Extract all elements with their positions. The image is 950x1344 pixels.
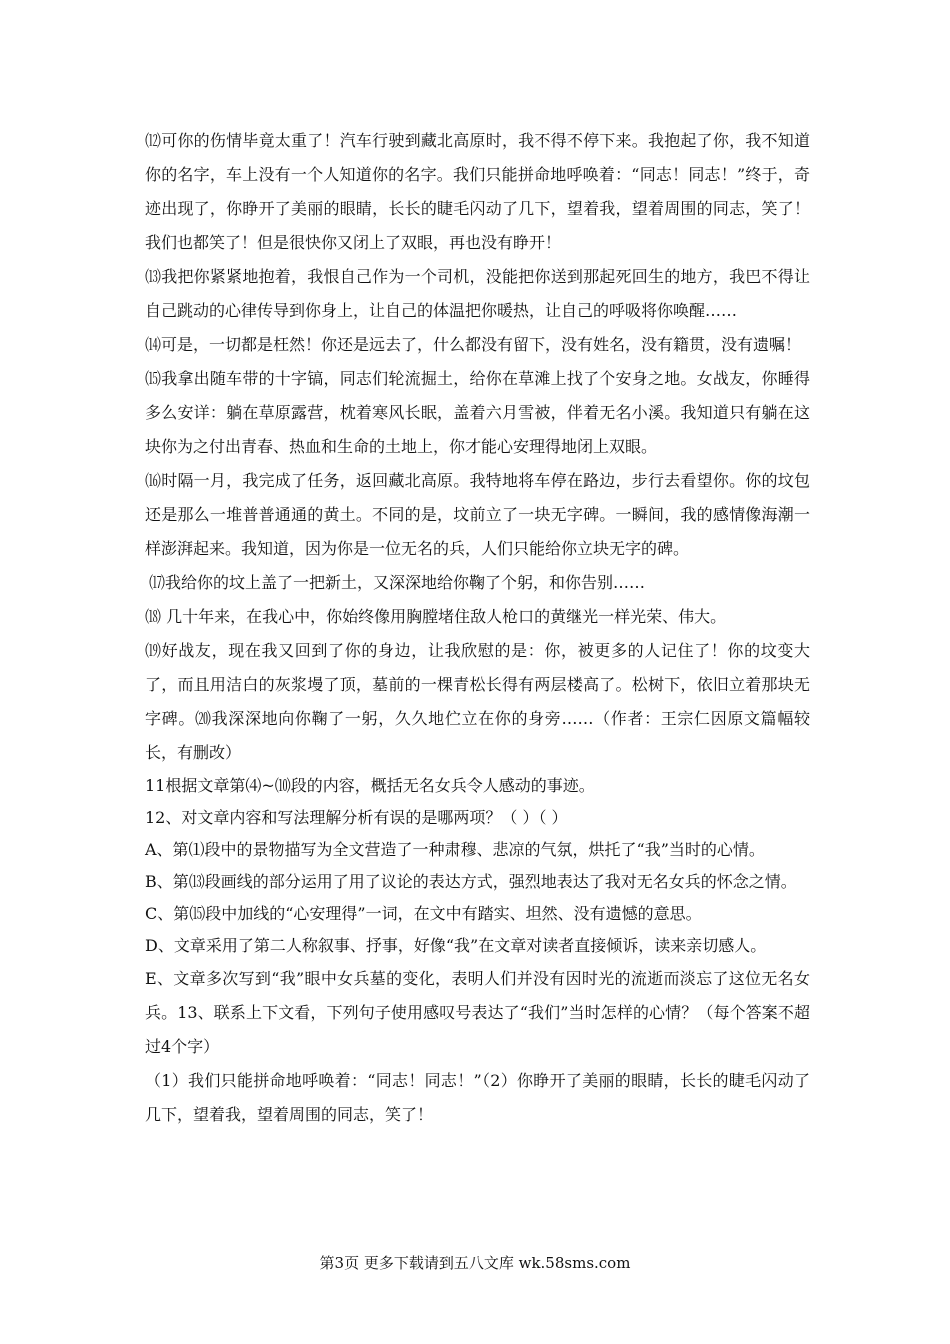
page-footer: 第3页 更多下载请到五八文库 wk.58sms.com — [319, 1254, 631, 1272]
option-c: C、第⒂段中加线的“心安理得”一词，在文中有踏实、坦然、没有遗憾的意思。 — [145, 904, 702, 923]
paragraph-13: ⒀我把你紧紧地抱着，我恨自己作为一个司机，没能把你送到那起死回生的地方，我巴不得让自己跳动的心律传导到你身上，让自己的体温把你暖热，让自己的呼吸将你唤醒…… — [145, 267, 810, 320]
option-a: A、第⑴段中的景物描写为全文营造了一种肃穆、悲凉的气氛，烘托了“我”当时的心情。 — [145, 840, 765, 859]
paragraph-19: ⒆好战友，现在我又回到了你的身边，让我欣慰的是：你，被更多的人记住了！你的坟变大了，而且用洁白的灰浆墁了顶，墓前的一棵青松长得有两层楼高了。松树下，依旧立着那块无字碑。⒇我深深地向你鞠了一躬，久久地伫立在你的身旁……（作者：王宗仁因原文篇幅较长，有删改） — [145, 641, 810, 762]
paragraph-12: ⑿可你的伤情毕竟太重了！汽车行驶到藏北高原时，我不得不停下来。我抱起了你，我不知道你的名字，车上没有一个人知道你的名字。我们只能拼命地呼唤着：“同志！同志！”终于，奇迹出现了，你睁开了美丽的眼睛，长长的睫毛闪动了几下，望着我，望着周围的同志，笑了！我们也都笑了！但是很快你又闭上了双眼，再也没有睁开！ — [145, 131, 810, 252]
question-12: 12、对文章内容和写法理解分析有误的是哪两项？（ ）（ ） — [145, 808, 568, 827]
paragraph-14: ⒁可是，一切都是枉然！你还是远去了，什么都没有留下，没有姓名，没有籍贯，没有遗嘱！ — [145, 335, 802, 354]
paragraph-15: ⒂我拿出随车带的十字镐，同志们轮流掘土，给你在草滩上找了个安身之地。女战友，你睡得多么安详：躺在草原露营，枕着寒风长眠，盖着六月雪被，伴着无名小溪。我知道只有躺在这块你为之付出青春、热血和生命的土地上，你才能心安理得地闭上双眼。 — [145, 369, 810, 456]
paragraph-17: ⒄我给你的坟上盖了一把新土，又深深地给你鞠了个躬，和你告别…… — [149, 573, 646, 592]
question-13-items: （1）我们只能拼命地呼唤着：“同志！同志！”（2）你睁开了美丽的眼睛，长长的睫毛闪动了几下，望着我，望着周围的同志，笑了！ — [145, 1071, 810, 1124]
option-d: D、文章采用了第二人称叙事、抒事，好像“我”在文章对读者直接倾诉，读来亲切感人。 — [145, 936, 767, 955]
option-b: B、第⒀段画线的部分运用了用了议论的表达方式，强烈地表达了我对无名女兵的怀念之情。 — [145, 872, 797, 891]
question-11: 11根据文章第⑷~⑽段的内容，概括无名女兵令人感动的事迹。 — [145, 776, 595, 795]
paragraph-16: ⒃时隔一月，我完成了任务，返回藏北高原。我特地将车停在路边，步行去看望你。你的坟包还是那么一堆普普通通的黄土。不同的是，坟前立了一块无字碑。一瞬间，我的感情像海潮一样澎湃起来。我知道，因为你是一位无名的兵，人们只能给你立块无字的碑。 — [145, 471, 810, 558]
document-body — [145, 124, 810, 1132]
option-e-and-question-13: E、文章多次写到“我”眼中女兵墓的变化，表明人们并没有因时光的流逝而淡忘了这位无名女兵。13、联系上下文看，下列句子使用感叹号表达了“我们”当时怎样的心情？（每个答案不超过4个字） — [145, 969, 810, 1056]
paragraph-18: ⒅ 几十年来，在我心中，你始终像用胸膛堵住敌人枪口的黄继光一样光荣、伟大。 — [145, 607, 727, 626]
